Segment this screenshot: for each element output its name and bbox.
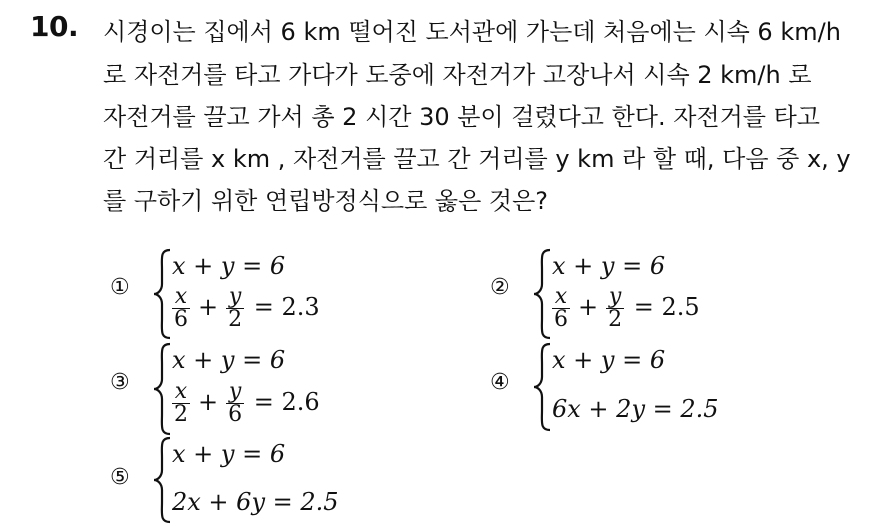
- choice-2-eq2: $\frac{x}{6}$ + $\frac{y}{2}$ = 2.5: [554, 284, 700, 332]
- choice-3-rhs: = 2.6: [253, 388, 320, 416]
- problem-line-1: 시경이는 집에서 6 km 떨어진 도서관에 가는데 처음에는 시속 6 km/h: [103, 18, 841, 46]
- choice-3-label: ③: [110, 370, 130, 395]
- choice-3-frac1-num: x: [172, 381, 190, 404]
- choice-4-label: ④: [490, 370, 510, 395]
- choice-3-frac2-den: 6: [228, 402, 243, 427]
- choice-2-frac1-num: x: [552, 286, 570, 309]
- choice-1-rhs: = 2.3: [253, 293, 320, 321]
- choice-2-eq1: x + y = 6: [552, 252, 666, 280]
- choice-2-rhs: = 2.5: [633, 293, 700, 321]
- choice-3-frac1-den: 2: [174, 402, 188, 427]
- problem-line-5: 를 구하기 위한 연립방정식으로 옳은 것은?: [103, 187, 549, 215]
- problem-line-4: 간 거리를 x km , 자전거를 끌고 간 거리를 y km 라 할 때, 다음 중 x, y: [103, 145, 851, 173]
- brace-icon: [532, 342, 554, 432]
- choice-1-frac1-num: x: [172, 286, 190, 309]
- brace-icon: [152, 436, 174, 524]
- choice-4-eq2: 6x + 2y = 2.5: [552, 395, 719, 423]
- choice-2-label: ②: [490, 275, 510, 300]
- problem-line-2: 로 자전거를 타고 가다가 도중에 자전거가 고장나서 시속 2 km/h 로: [103, 61, 812, 89]
- problem-line-3: 자전거를 끌고 가서 총 2 시간 30 분이 걸렸다고 한다. 자전거를 타고: [103, 103, 820, 131]
- choice-4-eq1: x + y = 6: [552, 346, 666, 374]
- choice-3-eq1: x + y = 6: [172, 346, 286, 374]
- choice-5-label: ⑤: [110, 465, 130, 490]
- choice-3-frac2-num: y: [226, 381, 244, 404]
- choice-5-eq1: x + y = 6: [172, 440, 286, 468]
- choice-1-eq2: $\frac{x}{6}$ + $\frac{y}{2}$ = 2.3: [174, 284, 320, 332]
- choice-1-eq1: x + y = 6: [172, 252, 286, 280]
- choice-2-frac2-num: y: [606, 286, 624, 309]
- question-number: 10.: [30, 10, 79, 43]
- choice-2-frac1-den: 6: [554, 307, 568, 332]
- choice-1-frac2-den: 2: [228, 307, 243, 332]
- choice-5-eq2: 2x + 6y = 2.5: [172, 488, 339, 516]
- choice-2-frac2-den: 2: [608, 307, 623, 332]
- choice-1-frac1-den: 6: [174, 307, 188, 332]
- choice-1-label: ①: [110, 275, 130, 300]
- choice-1-frac2-num: y: [226, 286, 244, 309]
- choice-3-eq2: $\frac{x}{2}$ + $\frac{y}{6}$ = 2.6: [174, 379, 320, 427]
